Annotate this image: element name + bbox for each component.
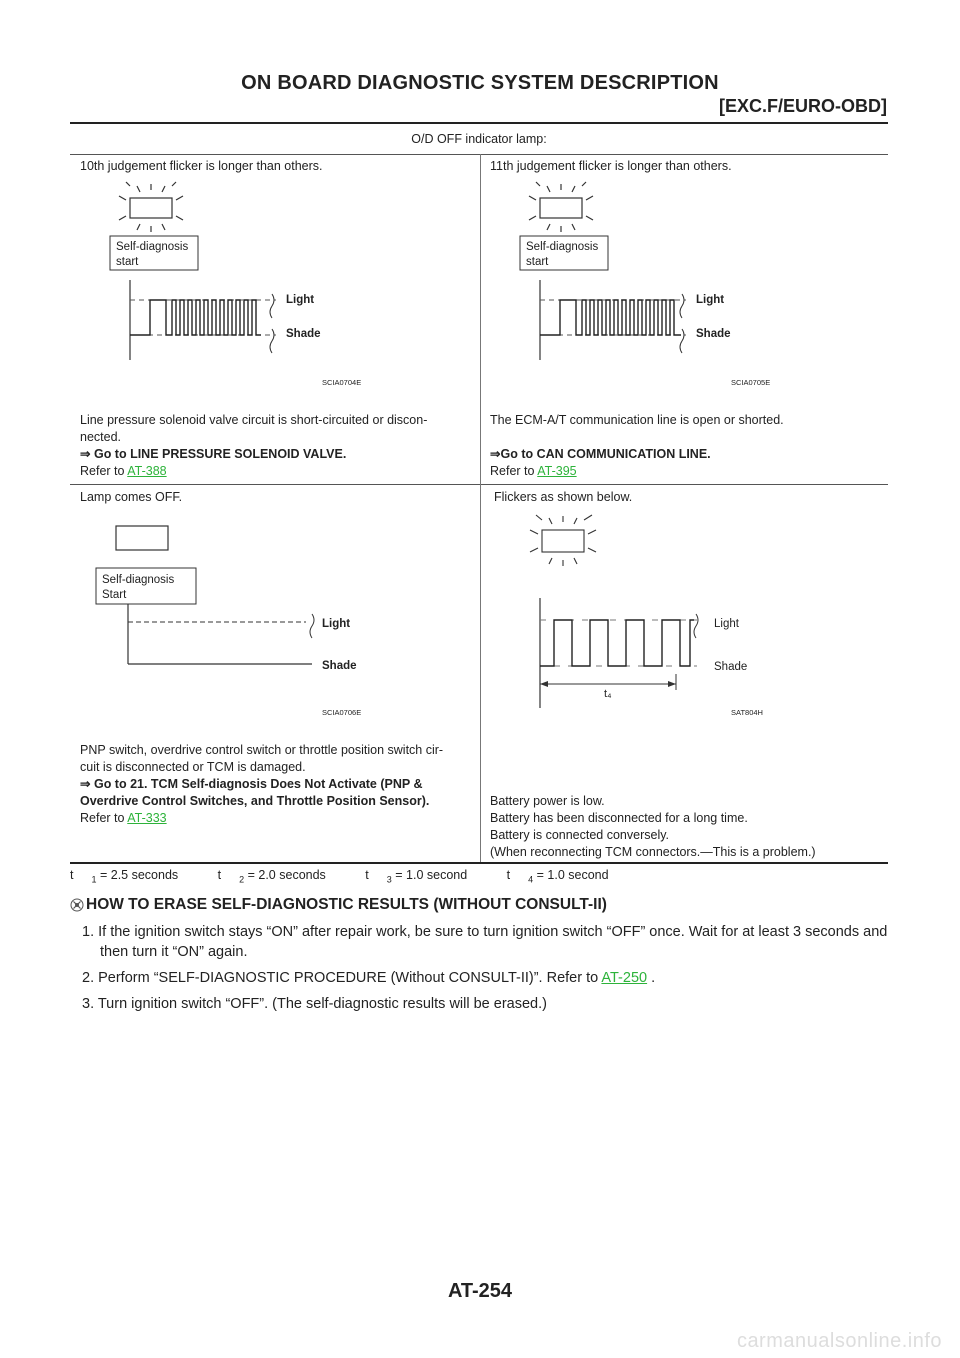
- footnote-item: t $_2$ = 2.0 seconds: [217, 868, 326, 885]
- light-label: Light: [322, 618, 351, 630]
- footnote-item: t $_4$ = 1.0 second: [506, 868, 609, 885]
- row1-left-description: Line pressure solenoid valve circuit is short-circuited or discon- nected. ⇒ Go to LINE PRESSURE SOLENOID VALVE. Refer to AT-388: [80, 413, 428, 478]
- table-bottom-rule: [70, 862, 888, 864]
- page-subtitle: [EXC.F/EURO-OBD]: [719, 96, 887, 116]
- light-label: Light: [696, 294, 725, 306]
- lamp-off-diagram: [92, 520, 357, 680]
- watermark: carmanualsonline.info: [736, 1330, 942, 1352]
- page-title: ON BOARD DIAGNOSTIC SYSTEM DESCRIPTION: [241, 72, 719, 94]
- diagram-label: Self-diagnosis: [526, 241, 599, 253]
- row2-right-description: Battery power is low. Battery has been disconnected for a long time. Battery is connected conversely. (When reconnecting TCM connectors.—This is a problem.): [490, 794, 816, 859]
- shade-label: Shade: [286, 328, 321, 340]
- ref-link-at-333[interactable]: AT-333: [127, 811, 167, 825]
- ref-link-at-388[interactable]: AT-388: [127, 464, 167, 478]
- light-label: Light: [714, 618, 739, 630]
- header-rule: [70, 122, 888, 124]
- table-column-divider: [480, 154, 481, 862]
- flicker-diagram-11th: [516, 180, 746, 366]
- table-divider: [70, 484, 888, 485]
- table-header: O/D OFF indicator lamp:: [411, 132, 547, 146]
- step-1: 1. If the ignition switch stays “ON” after repair work, be sure to turn ignition switch “OFF” once. Wait for at least 3 seconds and then turn it “ON” again.: [82, 924, 888, 960]
- procedure-steps: [82, 922, 888, 1020]
- diagram-label: Start: [102, 589, 127, 601]
- footnote-item: t $_1$ = 2.5 seconds: [70, 868, 179, 885]
- row2-right-caption: Flickers as shown below.: [494, 490, 633, 504]
- timing-footnote: [70, 868, 645, 885]
- figure-code: SAT804H: [731, 708, 763, 717]
- flicker-diagram-battery: [522, 512, 762, 712]
- row2-left-description: PNP switch, overdrive control switch or throttle position switch cir- cuit is disconnected or TCM is damaged. ⇒ Go to 21. TCM Self-diagnosis Does Not Activate (PNP & Overdrive Control Switches, and Throttle Position Sensor). Refer to AT-333: [80, 743, 444, 825]
- shade-label: Shade: [322, 660, 357, 672]
- diagram-label: Self-diagnosis: [102, 574, 175, 586]
- shade-label: Shade: [714, 661, 748, 673]
- step-2: 2. Perform “SELF-DIAGNOSTIC PROCEDURE (Without CONSULT-II)”. Refer to AT-250 .: [82, 970, 656, 986]
- figure-code: SCIA0705E: [731, 378, 771, 387]
- shade-label: Shade: [696, 328, 731, 340]
- figure-code: SCIA0704E: [322, 378, 362, 387]
- diagram-label: Self-diagnosis: [116, 241, 189, 253]
- figure-code: SCIA0706E: [322, 708, 362, 717]
- table-divider: [70, 154, 888, 155]
- row1-right-description: The ECM-A/T communication line is open or shorted. ⇒Go to CAN COMMUNICATION LINE. Refer to AT-395: [490, 413, 784, 478]
- step-3: 3. Turn ignition switch “OFF”. (The self-diagnostic results will be erased.): [82, 996, 547, 1012]
- row1-left-caption: 10th judgement flicker is longer than others.: [80, 159, 323, 173]
- light-label: Light: [286, 294, 315, 306]
- section-bullet-icon: [70, 898, 84, 912]
- ref-link-at-250[interactable]: AT-250: [601, 970, 648, 986]
- row2-left-caption: Lamp comes OFF.: [80, 490, 183, 504]
- row1-right-caption: 11th judgement flicker is longer than others.: [490, 159, 732, 173]
- t4-label: t₄: [604, 688, 612, 700]
- ref-link-at-395[interactable]: AT-395: [537, 464, 577, 478]
- diagram-label: start: [526, 256, 549, 268]
- page-number: AT-254: [447, 1280, 513, 1302]
- diagram-label: start: [116, 256, 139, 268]
- footnote-item: t $_3$ = 1.0 second: [365, 868, 468, 885]
- flicker-diagram-10th: [106, 180, 336, 366]
- section-heading: HOW TO ERASE SELF-DIAGNOSTIC RESULTS (WITHOUT CONSULT-II): [86, 896, 607, 913]
